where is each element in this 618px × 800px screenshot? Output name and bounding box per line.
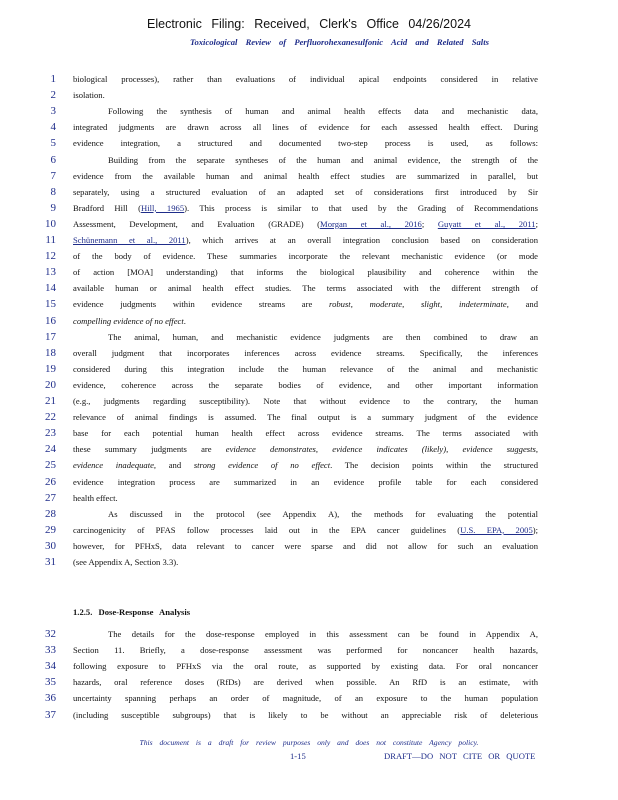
text-run: , — [315, 444, 333, 455]
line-number: 14 — [45, 282, 56, 295]
text-line — [0, 658, 618, 674]
text-run: Section 11. Briefly, a dose-response assessment was performed for noncancer health hazards, — [73, 645, 538, 656]
line-number: 24 — [45, 443, 56, 456]
text-line — [0, 313, 618, 329]
text-run: relevance of animal findings is assumed. The final output is a summary judgment of the evidence — [73, 412, 538, 423]
text-run: , — [402, 299, 421, 310]
italic-term: evidence inadequate — [73, 460, 154, 471]
line-number: 23 — [45, 427, 56, 440]
line-text — [73, 554, 538, 570]
text-run: evidence integration process are summarized in an evidence profile table for each considered — [73, 476, 538, 487]
text-run: uncertainty spanning perhaps an order of magnitude, of an exposure to the human population — [73, 693, 538, 704]
line-number: 13 — [45, 266, 56, 279]
line-text — [108, 103, 538, 119]
text-run: evidence integration, a structured and documented two-step process is used, as follows: — [73, 138, 538, 149]
text-run: base for each potential human health effect across evidence streams. The terms associated with — [73, 428, 538, 439]
line-number: 18 — [45, 346, 56, 359]
text-run: ). This process is similar to that used by the Grading of Recommendations — [184, 202, 538, 213]
text-line — [0, 329, 618, 345]
line-text — [73, 457, 538, 473]
text-run: available human or animal health effect studies. The terms associated with the different strength of — [73, 283, 538, 294]
line-text — [73, 522, 538, 538]
text-line — [0, 409, 618, 425]
line-number: 5 — [50, 137, 56, 150]
text-run: following exposure to PFHxS via the oral route, as supported by existing data. For oral noncancer — [73, 661, 538, 672]
text-run: these summary judgments are — [73, 444, 226, 455]
text-run: The animal, human, and mechanistic evidence judgments are then combined to draw an — [108, 331, 538, 342]
line-text — [73, 216, 538, 232]
italic-term: evidence suggests — [462, 444, 536, 455]
text-run: ), which arrives at an overall integration conclusion based on consideration — [185, 235, 538, 245]
text-line — [0, 441, 618, 457]
draft-notice: DRAFT—DO NOT CITE OR QUOTE — [384, 751, 536, 761]
line-text — [108, 152, 538, 168]
line-text — [73, 425, 538, 441]
line-text — [73, 345, 538, 361]
line-number: 4 — [50, 121, 56, 134]
text-line — [0, 200, 618, 216]
text-run: , — [440, 299, 459, 310]
line-number: 8 — [50, 185, 56, 198]
text-run: . — [183, 315, 186, 326]
line-text — [108, 626, 538, 642]
line-text — [73, 361, 538, 377]
text-line — [0, 216, 618, 232]
text-run: evidence judgments within evidence streams are — [73, 299, 330, 310]
line-number: 34 — [45, 660, 56, 673]
citation-link[interactable]: Morgan et al., 2016 — [320, 218, 422, 229]
line-text — [73, 248, 538, 264]
italic-term: slight — [420, 299, 441, 310]
line-number: 17 — [45, 330, 56, 343]
text-run: separately, using a structured evaluation of an adapted set of considerations first introduced by Sir — [73, 186, 538, 197]
text-run: health effect. — [73, 492, 118, 503]
text-run: ; — [421, 218, 438, 229]
text-run: Building from the separate syntheses of the human and animal evidence, the strength of the — [108, 154, 538, 165]
text-run: , and — [506, 299, 538, 310]
line-number: 26 — [45, 475, 56, 488]
italic-term: compelling evidence of no effect — [73, 315, 184, 326]
text-run: ); — [532, 524, 538, 535]
text-run: . The decision points within the structured — [330, 460, 538, 471]
text-line — [0, 71, 618, 87]
text-line — [0, 690, 618, 706]
line-text — [73, 490, 538, 506]
italic-term: indeterminate — [458, 299, 507, 310]
text-run: , — [350, 299, 370, 310]
text-line — [0, 103, 618, 119]
line-number: 9 — [50, 201, 56, 214]
line-number: 11 — [45, 234, 56, 246]
text-run: (see Appendix A, Section 3.3). — [73, 557, 179, 567]
line-text — [73, 296, 538, 312]
filing-stamp: Electronic Filing: Received, Clerk's Office 04/26/2024 — [147, 17, 471, 31]
text-run: of action [MOA] understanding) that informs the biological plausibility and coherence within the — [73, 267, 538, 278]
text-line — [0, 538, 618, 554]
text-line — [0, 425, 618, 441]
text-line — [0, 232, 618, 248]
line-text — [73, 707, 538, 723]
text-run: ; — [535, 218, 538, 229]
line-text — [73, 538, 538, 554]
text-run: Following the synthesis of human and animal health effects data and mechanistic data, — [108, 106, 538, 117]
text-line — [0, 264, 618, 280]
text-run: evidence from the available human and animal health effect studies are summarized in parallel, but — [73, 170, 538, 181]
text-run: , — [535, 444, 538, 455]
text-line — [0, 119, 618, 135]
text-run: (including susceptible subgroups) that is likely to be without an appreciable risk of deleterious — [73, 709, 538, 720]
text-line — [0, 377, 618, 393]
text-line — [0, 707, 618, 723]
text-run: integrated judgments are drawn across all lines of evidence for each assessed health effect. During — [73, 122, 538, 133]
text-run: , and — [153, 460, 194, 471]
line-number: 15 — [45, 298, 56, 311]
line-number: 25 — [45, 459, 56, 472]
text-run: Bradford Hill ( — [73, 202, 142, 213]
page-number: 1-15 — [290, 751, 306, 761]
text-run: isolation. — [73, 90, 105, 101]
line-text — [73, 71, 538, 87]
text-line — [0, 168, 618, 184]
line-number: 27 — [45, 491, 56, 504]
line-text — [73, 232, 538, 248]
italic-term: evidence demonstrates — [225, 444, 316, 455]
line-number: 6 — [50, 153, 56, 166]
line-number: 20 — [45, 378, 56, 391]
line-text — [73, 184, 538, 200]
citation-link[interactable]: U.S. EPA, 2005 — [460, 524, 533, 535]
line-text — [73, 87, 538, 103]
text-run: The details for the dose-response employed in this assessment can be found in Appendix A, — [108, 629, 538, 639]
line-number: 30 — [45, 539, 56, 552]
line-text — [73, 377, 538, 393]
italic-term: moderate — [369, 299, 403, 310]
text-line — [0, 642, 618, 658]
text-line — [0, 490, 618, 506]
text-line — [0, 393, 618, 409]
text-run: As discussed in the protocol (see Appendix A), the methods for evaluating the potential — [108, 508, 538, 519]
citation-link[interactable]: Schünemann et al., 2011 — [73, 235, 186, 245]
line-text — [73, 280, 538, 296]
section-heading: 1.2.5. Dose-Response Analysis — [73, 607, 191, 617]
line-text — [108, 506, 538, 522]
text-line — [0, 152, 618, 168]
italic-term: strong evidence of no effect — [193, 460, 331, 471]
text-run: however, for PFHxS, data relevant to cancer were sparse and did not allow for such an evaluation — [73, 540, 538, 551]
text-line — [0, 457, 618, 473]
text-run: (e.g., judgments regarding susceptibility). Note that without evidence to the contrary, the human — [73, 396, 538, 406]
text-run: biological processes), rather than evaluations of individual apical endpoints considered in relative — [73, 74, 538, 84]
text-line — [0, 554, 618, 570]
line-text — [73, 200, 538, 216]
line-number: 12 — [45, 250, 56, 263]
text-line — [0, 474, 618, 490]
text-run: considered during this integration include the human relevance of the animal and mechanistic — [73, 363, 538, 374]
line-number: 33 — [45, 644, 56, 657]
citation-link[interactable]: Hill, 1965 — [141, 202, 185, 213]
line-text — [73, 409, 538, 425]
text-line — [0, 87, 618, 103]
line-text — [73, 474, 538, 490]
text-run: of the body of evidence. These summaries incorporate the relevant mechanistic evidence (or mode — [73, 251, 538, 262]
text-line — [0, 506, 618, 522]
line-text — [73, 135, 538, 151]
line-text — [73, 313, 538, 329]
text-line — [0, 135, 618, 151]
line-number: 37 — [45, 708, 56, 721]
italic-term: robust — [329, 299, 351, 310]
line-number: 10 — [45, 217, 56, 230]
text-line — [0, 522, 618, 538]
line-number: 3 — [50, 105, 56, 118]
line-number: 31 — [45, 556, 56, 568]
text-line — [0, 674, 618, 690]
text-run: evidence, coherence across the separate bodies of evidence, and other important information — [73, 379, 538, 390]
line-number: 36 — [45, 692, 56, 705]
text-run: overall judgment that incorporates inferences across evidence streams. Specifically, the inferences — [73, 347, 538, 358]
text-run: carcinogenicity of PFAS follow processes laid out in the EPA cancer guidelines ( — [73, 524, 461, 535]
line-number: 1 — [50, 73, 56, 85]
line-text — [73, 674, 538, 690]
line-number: 28 — [45, 507, 56, 520]
line-number: 22 — [45, 411, 56, 424]
line-text — [73, 119, 538, 135]
line-text — [73, 393, 538, 409]
line-text — [73, 264, 538, 280]
draft-disclaimer: This document is a draft for review purposes only and does not constitute Agency policy. — [139, 738, 479, 747]
text-line — [0, 280, 618, 296]
line-number: 29 — [45, 523, 56, 536]
line-number: 21 — [45, 395, 56, 407]
text-line — [0, 184, 618, 200]
line-text — [73, 168, 538, 184]
text-line — [0, 626, 618, 642]
line-number: 32 — [45, 628, 56, 640]
text-line — [0, 345, 618, 361]
text-line — [0, 248, 618, 264]
line-text — [108, 329, 538, 345]
line-number: 7 — [50, 169, 56, 182]
line-text — [73, 441, 538, 457]
text-run: Assessment, Development, and Evaluation (GRADE) ( — [73, 218, 321, 229]
text-run: hazards, oral reference doses (RfDs) are derived when possible. An RfD is an estimate, with — [73, 677, 538, 688]
running-title: Toxicological Review of Perfluorohexanesulfonic Acid and Related Salts — [190, 37, 489, 47]
citation-link[interactable]: Guyatt et al., 2011 — [437, 218, 536, 229]
line-text — [73, 642, 538, 658]
text-line — [0, 296, 618, 312]
text-run: , — [446, 444, 463, 455]
text-line — [0, 361, 618, 377]
line-number: 16 — [45, 314, 56, 327]
line-number: 35 — [45, 676, 56, 689]
line-number: 19 — [45, 362, 56, 375]
line-text — [73, 690, 538, 706]
line-number: 2 — [50, 89, 56, 102]
line-text — [73, 658, 538, 674]
italic-term: evidence indicates (likely) — [332, 444, 447, 455]
